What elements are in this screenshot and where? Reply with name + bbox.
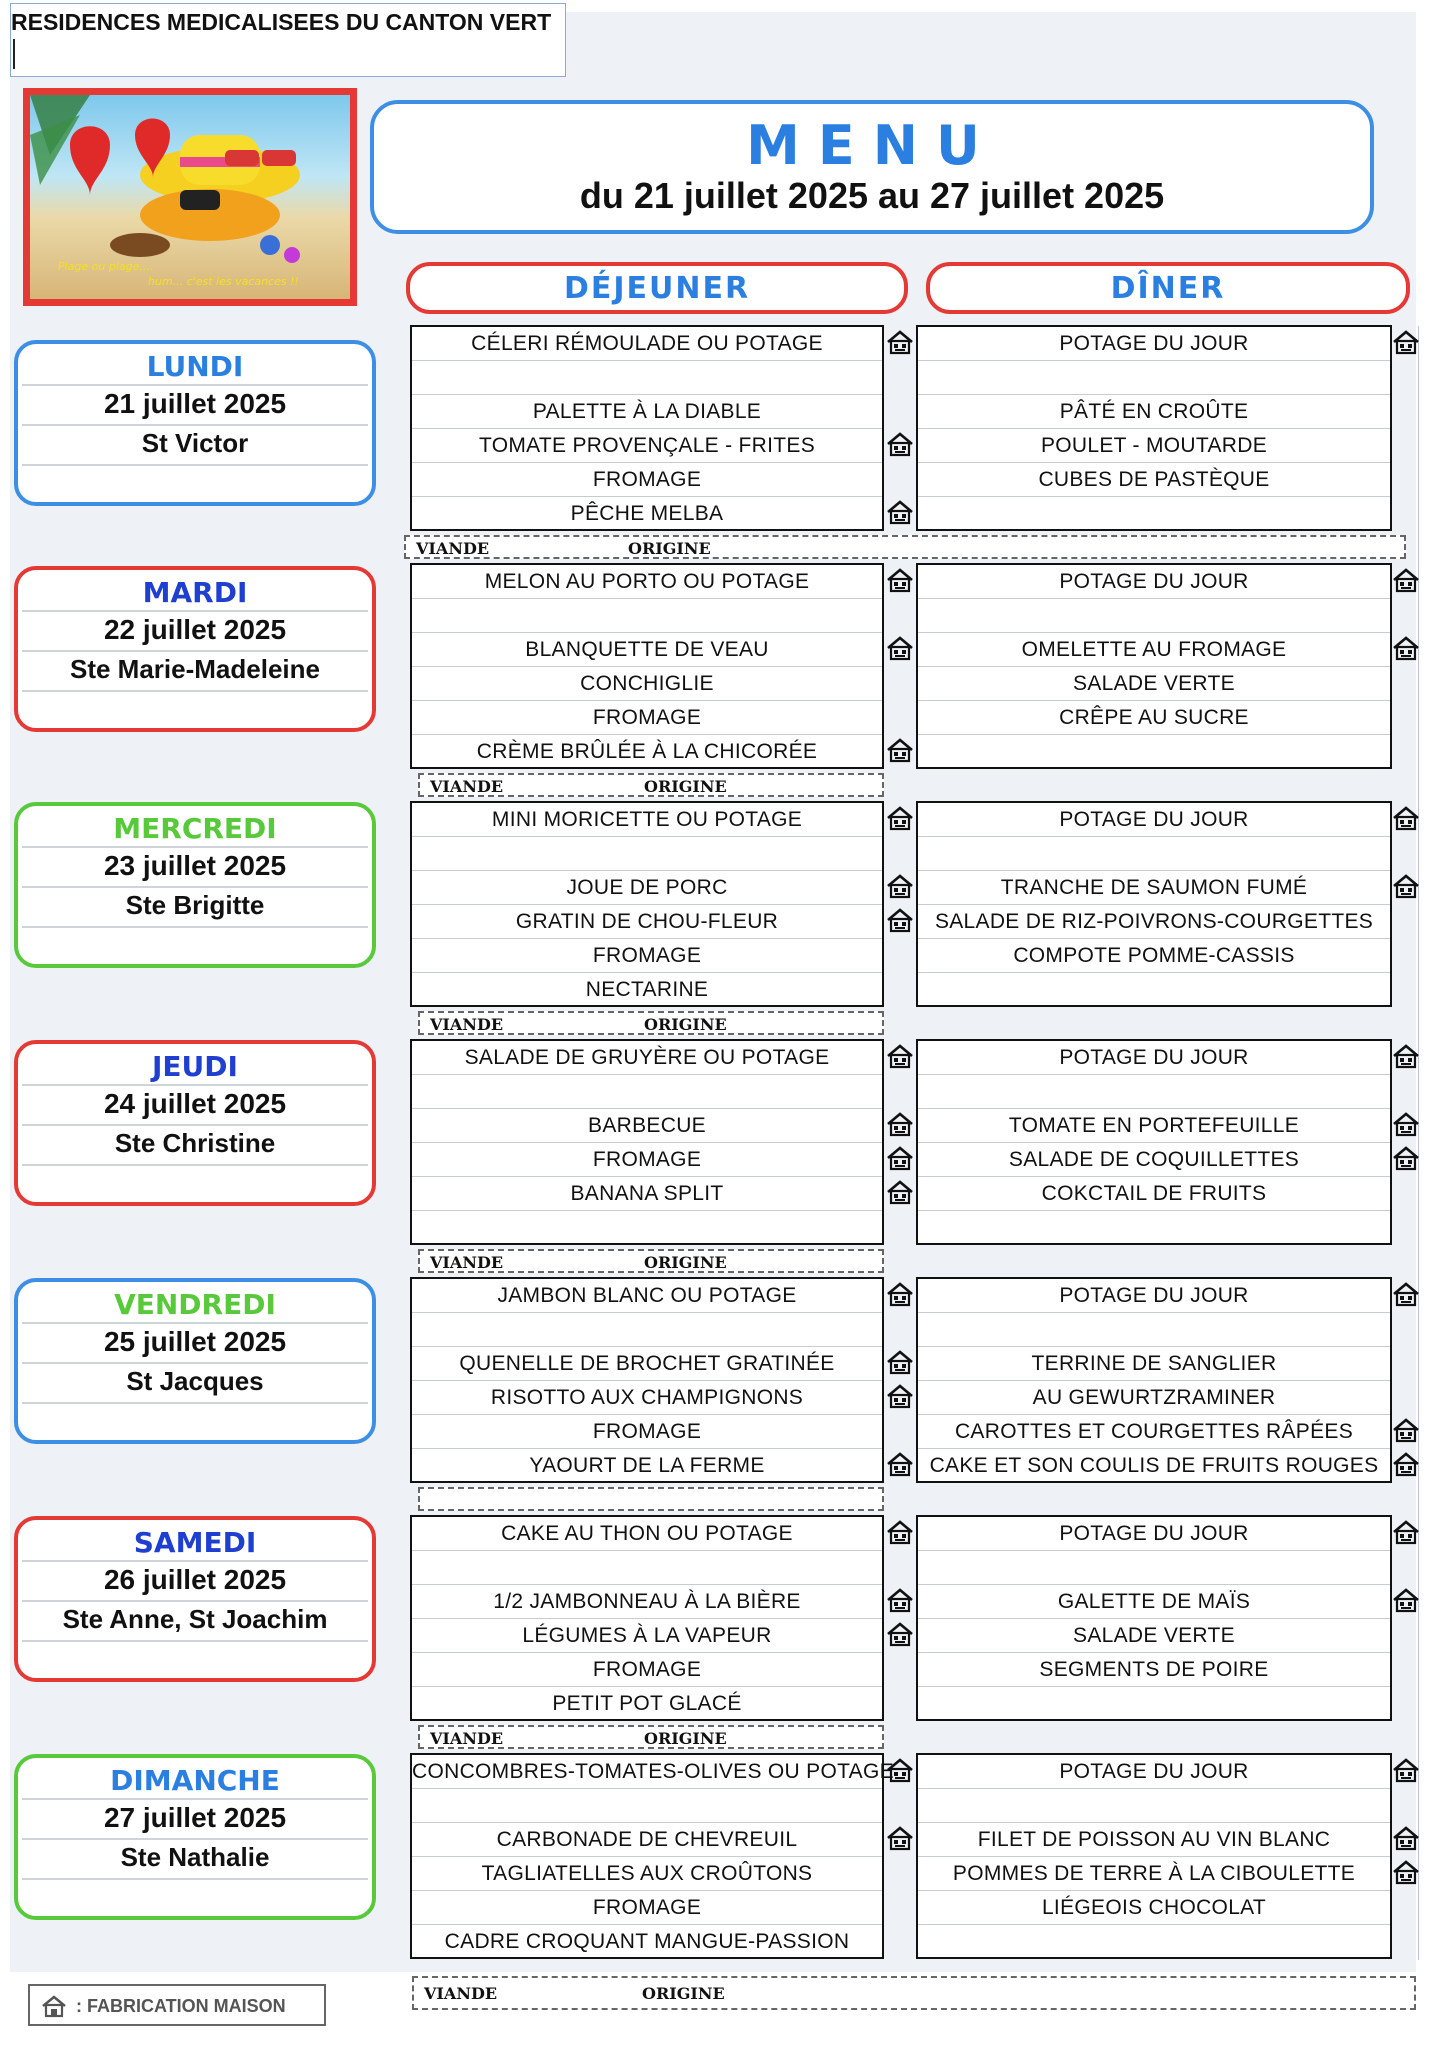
- divider: [22, 424, 368, 426]
- dinner-item[interactable]: SALADE DE RIZ-POIVRONS-COURGETTES: [934, 910, 1374, 933]
- lunch-item[interactable]: PETIT POT GLACÉ: [552, 1692, 742, 1715]
- dinner-item[interactable]: COMPOTE POMME-CASSIS: [1013, 944, 1295, 967]
- dinner-table: [916, 563, 1392, 769]
- lunch-item[interactable]: MINI MORICETTE OU POTAGE: [491, 808, 803, 831]
- row-separator: [412, 1822, 882, 1823]
- dinner-item[interactable]: CUBES DE PASTÈQUE: [1038, 468, 1270, 491]
- menu-title: MENU: [746, 114, 998, 177]
- row-separator: [918, 904, 1390, 905]
- lunch-item[interactable]: TOMATE PROVENÇALE - FRITES: [478, 434, 816, 457]
- meat-origin-strip[interactable]: [418, 773, 884, 797]
- dinner-table: [916, 1277, 1392, 1483]
- home-made-icon: [1392, 1144, 1420, 1172]
- day-date: 24 juillet 2025: [103, 1088, 287, 1119]
- lunch-item[interactable]: NECTARINE: [585, 978, 709, 1001]
- dinner-item[interactable]: FILET DE POISSON AU VIN BLANC: [977, 1828, 1331, 1851]
- home-made-icon: [1392, 1416, 1420, 1444]
- dinner-table: [916, 801, 1392, 1007]
- day-date: 23 juillet 2025: [103, 850, 287, 881]
- home-made-icon: [1392, 1858, 1420, 1886]
- viande-label: VIANDE: [416, 539, 490, 558]
- dinner-table: [916, 1039, 1392, 1245]
- row-separator: [412, 1584, 882, 1585]
- residence-title-cell[interactable]: [10, 3, 566, 77]
- row-separator: [412, 1550, 882, 1551]
- origine-label: ORIGINE: [644, 777, 727, 796]
- divider: [22, 1402, 368, 1404]
- home-made-icon: [1392, 872, 1420, 900]
- dinner-item[interactable]: SALADE DE COQUILLETTES: [1008, 1148, 1300, 1171]
- home-made-icon: [1392, 1450, 1420, 1478]
- dinner-item[interactable]: SEGMENTS DE POIRE: [1039, 1658, 1269, 1681]
- lunch-item[interactable]: FROMAGE: [592, 944, 702, 967]
- day-date: 27 juillet 2025: [103, 1802, 287, 1833]
- lunch-item[interactable]: FROMAGE: [592, 468, 702, 491]
- dinner-item[interactable]: POTAGE DU JOUR: [1059, 808, 1249, 831]
- lunch-item[interactable]: BLANQUETTE DE VEAU: [525, 638, 769, 661]
- divider: [22, 926, 368, 928]
- home-made-icon: [886, 1518, 914, 1546]
- row-separator: [412, 1108, 882, 1109]
- lunch-item[interactable]: YAOURT DE LA FERME: [529, 1454, 765, 1477]
- day-card-vendredi: [14, 1278, 376, 1444]
- home-made-icon: [1392, 634, 1420, 662]
- row-separator: [918, 1652, 1390, 1653]
- row-separator: [918, 496, 1390, 497]
- row-separator: [918, 1142, 1390, 1143]
- row-separator: [412, 734, 882, 735]
- dinner-item[interactable]: POULET - MOUTARDE: [1040, 434, 1267, 457]
- dinner-item[interactable]: POTAGE DU JOUR: [1059, 1284, 1249, 1307]
- row-separator: [412, 1448, 882, 1449]
- day-saint: Ste Anne, St Joachim: [62, 1604, 328, 1634]
- home-made-icon: [886, 1042, 914, 1070]
- lunch-table: [410, 1039, 884, 1245]
- row-separator: [918, 1618, 1390, 1619]
- day-card-mardi: [14, 566, 376, 732]
- row-separator: [412, 870, 882, 871]
- image-caption-2: hum... c'est les vacances !!: [148, 275, 299, 288]
- lunch-item[interactable]: BARBECUE: [588, 1114, 706, 1137]
- day-name: DIMANCHE: [110, 1764, 280, 1797]
- lunch-item[interactable]: JOUE DE PORC: [566, 876, 728, 899]
- row-separator: [918, 1380, 1390, 1381]
- home-made-icon: [886, 430, 914, 458]
- home-made-icon: [886, 736, 914, 764]
- dinner-item[interactable]: [918, 1789, 1390, 1823]
- home-made-icon: [886, 1178, 914, 1206]
- divider: [22, 846, 368, 848]
- divider: [22, 1084, 368, 1086]
- lunch-item[interactable]: TAGLIATELLES AUX CROÛTONS: [481, 1862, 813, 1885]
- home-made-icon: [1392, 1518, 1420, 1546]
- dinner-item[interactable]: LIÉGEOIS CHOCOLAT: [1041, 1896, 1267, 1919]
- dinner-item[interactable]: CAKE ET SON COULIS DE FRUITS ROUGES: [929, 1454, 1379, 1477]
- dinner-item[interactable]: [918, 973, 1390, 1007]
- origine-label: ORIGINE: [644, 1015, 727, 1034]
- lunch-item[interactable]: 1/2 JAMBONNEAU À LA BIÈRE: [493, 1590, 801, 1613]
- dinner-item[interactable]: [918, 1313, 1390, 1347]
- dinner-item[interactable]: POTAGE DU JOUR: [1059, 1760, 1249, 1783]
- lunch-table: [410, 325, 884, 531]
- divider: [22, 650, 368, 652]
- divider: [22, 1124, 368, 1126]
- lunch-item[interactable]: CÉLERI RÉMOULADE OU POTAGE: [471, 332, 823, 355]
- lunch-item[interactable]: CRÈME BRÛLÉE À LA CHICORÉE: [476, 740, 818, 763]
- row-separator: [918, 734, 1390, 735]
- row-separator: [918, 1856, 1390, 1857]
- row-separator: [918, 1788, 1390, 1789]
- home-made-icon: [886, 1144, 914, 1172]
- lunch-item[interactable]: BANANA SPLIT: [570, 1182, 724, 1205]
- row-separator: [918, 870, 1390, 871]
- row-separator: [918, 1448, 1390, 1449]
- home-made-icon: [1392, 1042, 1420, 1070]
- dinner-item[interactable]: AU GEWURTZRAMINER: [1032, 1386, 1276, 1409]
- lunch-item[interactable]: RISOTTO AUX CHAMPIGNONS: [490, 1386, 804, 1409]
- lunch-header: DÉJEUNER: [406, 262, 908, 314]
- home-made-icon: [1392, 328, 1420, 356]
- dinner-item[interactable]: CAROTTES ET COURGETTES RÂPÉES: [954, 1420, 1354, 1443]
- dinner-item[interactable]: POTAGE DU JOUR: [1059, 332, 1249, 355]
- row-separator: [918, 1210, 1390, 1211]
- row-separator: [918, 1924, 1390, 1925]
- home-made-icon: [886, 1280, 914, 1308]
- row-separator: [918, 1108, 1390, 1109]
- meal-block-mardi: [410, 563, 1420, 769]
- dinner-item[interactable]: POTAGE DU JOUR: [1059, 1046, 1249, 1069]
- day-saint: Ste Nathalie: [120, 1842, 270, 1872]
- lunch-item[interactable]: FROMAGE: [592, 1420, 702, 1443]
- divider: [22, 1164, 368, 1166]
- viande-label: VIANDE: [430, 1253, 504, 1272]
- dinner-item[interactable]: [918, 599, 1390, 633]
- home-made-icon: [1392, 1824, 1420, 1852]
- day-card-jeudi: [14, 1040, 376, 1206]
- dinner-table: [916, 1515, 1392, 1721]
- dinner-item[interactable]: POTAGE DU JOUR: [1059, 1522, 1249, 1545]
- row-separator: [412, 598, 882, 599]
- row-separator: [412, 1924, 882, 1925]
- divider: [22, 384, 368, 386]
- meal-block-dimanche: [410, 1753, 1420, 1959]
- lunch-item[interactable]: CONCOMBRES-TOMATES-OLIVES OU POTAGE: [412, 1760, 894, 1783]
- day-saint: St Jacques: [126, 1366, 264, 1396]
- lunch-item[interactable]: LÉGUMES À LA VAPEUR: [522, 1624, 772, 1647]
- row-separator: [918, 462, 1390, 463]
- row-separator: [918, 1550, 1390, 1551]
- row-separator: [918, 360, 1390, 361]
- divider: [22, 1560, 368, 1562]
- dinner-item[interactable]: OMELETTE AU FROMAGE: [1021, 638, 1287, 661]
- meat-origin-strip[interactable]: [418, 1249, 884, 1273]
- home-made-icon: [1392, 804, 1420, 832]
- home-made-icon: [886, 1620, 914, 1648]
- lunch-item[interactable]: [412, 599, 882, 633]
- lunch-item[interactable]: FROMAGE: [592, 1148, 702, 1171]
- row-separator: [412, 394, 882, 395]
- row-separator: [918, 1414, 1390, 1415]
- row-separator: [412, 1210, 882, 1211]
- day-date: 25 juillet 2025: [103, 1326, 287, 1357]
- row-separator: [412, 1380, 882, 1381]
- divider: [22, 690, 368, 692]
- lunch-item[interactable]: GRATIN DE CHOU-FLEUR: [515, 910, 779, 933]
- dinner-item[interactable]: GALETTE DE MAÏS: [1057, 1590, 1251, 1613]
- home-made-icon: [886, 498, 914, 526]
- home-made-icon: [886, 1586, 914, 1614]
- row-separator: [412, 700, 882, 701]
- divider: [22, 1640, 368, 1642]
- meat-origin-strip[interactable]: [418, 1011, 884, 1035]
- day-saint: St Victor: [141, 428, 249, 458]
- lunch-item[interactable]: CADRE CROQUANT MANGUE-PASSION: [444, 1930, 850, 1953]
- day-name: LUNDI: [146, 350, 244, 383]
- row-separator: [412, 1890, 882, 1891]
- dinner-item[interactable]: [918, 837, 1390, 871]
- dinner-item[interactable]: [918, 1211, 1390, 1245]
- row-separator: [918, 666, 1390, 667]
- row-separator: [412, 972, 882, 973]
- home-made-icon: [886, 328, 914, 356]
- dinner-item[interactable]: TERRINE DE SANGLIER: [1031, 1352, 1277, 1375]
- home-made-icon: [886, 634, 914, 662]
- row-separator: [412, 938, 882, 939]
- row-separator: [918, 1584, 1390, 1585]
- row-separator: [412, 836, 882, 837]
- lunch-item[interactable]: CONCHIGLIE: [580, 672, 714, 695]
- day-name: VENDREDI: [114, 1288, 276, 1321]
- viande-label: VIANDE: [430, 1729, 504, 1748]
- viande-label: VIANDE: [430, 777, 504, 796]
- row-separator: [412, 1686, 882, 1687]
- lunch-item[interactable]: [412, 1551, 882, 1585]
- home-made-icon: [886, 566, 914, 594]
- dinner-item[interactable]: [918, 1551, 1390, 1585]
- lunch-item[interactable]: [412, 361, 882, 395]
- origine-label: ORIGINE: [628, 539, 711, 558]
- day-saint: Ste Christine: [114, 1128, 276, 1158]
- origine-label: ORIGINE: [644, 1253, 727, 1272]
- lunch-item[interactable]: QUENELLE DE BROCHET GRATINÉE: [459, 1352, 835, 1375]
- home-made-icon: [40, 1992, 68, 2020]
- dinner-item[interactable]: SALADE VERTE: [1073, 672, 1235, 695]
- row-separator: [918, 700, 1390, 701]
- meat-origin-strip[interactable]: [412, 1976, 1416, 2010]
- row-separator: [412, 1346, 882, 1347]
- meal-block-samedi: [410, 1515, 1420, 1721]
- origine-label: ORIGINE: [642, 1984, 725, 2003]
- day-date: 21 juillet 2025: [103, 388, 287, 419]
- dinner-table: [916, 325, 1392, 531]
- lunch-item[interactable]: SALADE DE GRUYÈRE OU POTAGE: [464, 1046, 830, 1069]
- dinner-item[interactable]: [918, 1075, 1390, 1109]
- row-separator: [412, 1074, 882, 1075]
- lunch-item[interactable]: CAKE AU THON OU POTAGE: [501, 1522, 793, 1545]
- divider: [22, 1362, 368, 1364]
- lunch-item[interactable]: [412, 1789, 882, 1823]
- divider: [22, 610, 368, 612]
- home-made-icon: [886, 1756, 914, 1784]
- day-date: 22 juillet 2025: [103, 614, 287, 645]
- beach-illustration: [30, 95, 350, 299]
- dinner-item[interactable]: POMMES DE TERRE À LA CIBOULETTE: [952, 1862, 1356, 1885]
- day-name: SAMEDI: [133, 1526, 257, 1559]
- lunch-table: [410, 801, 884, 1007]
- lunch-item[interactable]: JAMBON BLANC OU POTAGE: [497, 1284, 797, 1307]
- lunch-table: [410, 1753, 894, 1959]
- lunch-table: [410, 1515, 884, 1721]
- meal-block-vendredi: [410, 1277, 1420, 1483]
- row-separator: [412, 1312, 882, 1313]
- dinner-item[interactable]: [918, 735, 1390, 769]
- lunch-item[interactable]: [412, 1075, 882, 1109]
- lunch-table: [410, 563, 884, 769]
- origine-label: ORIGINE: [644, 1729, 727, 1748]
- lunch-item[interactable]: FROMAGE: [592, 706, 702, 729]
- row-separator: [412, 1414, 882, 1415]
- home-made-icon: [1392, 1280, 1420, 1308]
- dinner-item[interactable]: TOMATE EN PORTEFEUILLE: [1008, 1114, 1300, 1137]
- row-separator: [412, 1652, 882, 1653]
- row-separator: [412, 1856, 882, 1857]
- home-made-icon: [886, 872, 914, 900]
- lunch-item[interactable]: [412, 1211, 882, 1245]
- meat-origin-strip[interactable]: [404, 535, 1406, 559]
- row-separator: [918, 1176, 1390, 1177]
- day-saint: Ste Brigitte: [125, 890, 265, 920]
- row-separator: [918, 836, 1390, 837]
- row-separator: [918, 1312, 1390, 1313]
- row-separator: [412, 904, 882, 905]
- meat-origin-strip[interactable]: [418, 1487, 884, 1511]
- row-separator: [412, 462, 882, 463]
- row-separator: [918, 632, 1390, 633]
- row-separator: [412, 496, 882, 497]
- lunch-item[interactable]: [412, 1313, 882, 1347]
- home-made-icon: [1392, 1756, 1420, 1784]
- home-made-icon: [1392, 1586, 1420, 1614]
- row-separator: [918, 972, 1390, 973]
- lunch-item[interactable]: CARBONADE DE CHEVREUIL: [496, 1828, 798, 1851]
- row-separator: [918, 938, 1390, 939]
- home-made-icon: [1392, 566, 1420, 594]
- home-made-icon: [886, 804, 914, 832]
- day-saint: Ste Marie-Madeleine: [70, 654, 320, 684]
- row-separator: [412, 428, 882, 429]
- menu-dates: du 21 juillet 2025 au 27 juillet 2025: [579, 175, 1165, 216]
- legend: [28, 1984, 326, 2026]
- divider: [22, 464, 368, 466]
- row-separator: [918, 1890, 1390, 1891]
- dinner-table: [916, 1753, 1392, 1959]
- dinner-item[interactable]: [918, 1925, 1390, 1959]
- row-separator: [412, 1176, 882, 1177]
- divider: [22, 886, 368, 888]
- dinner-item[interactable]: TRANCHE DE SAUMON FUMÉ: [1000, 876, 1308, 899]
- home-made-icon: [886, 1450, 914, 1478]
- row-separator: [412, 1618, 882, 1619]
- row-separator: [412, 1142, 882, 1143]
- day-date: 26 juillet 2025: [103, 1564, 287, 1595]
- viande-label: VIANDE: [430, 1015, 504, 1034]
- day-name: MARDI: [142, 576, 248, 609]
- day-card-mercredi: [14, 802, 376, 968]
- lunch-item[interactable]: PALETTE À LA DIABLE: [532, 400, 762, 423]
- divider: [22, 1878, 368, 1880]
- divider: [22, 1600, 368, 1602]
- meat-origin-strip[interactable]: [418, 1725, 884, 1749]
- day-name: JEUDI: [152, 1050, 238, 1083]
- row-separator: [918, 1822, 1390, 1823]
- lunch-item[interactable]: FROMAGE: [592, 1658, 702, 1681]
- row-separator: [918, 428, 1390, 429]
- dinner-item[interactable]: [918, 497, 1390, 531]
- dinner-item[interactable]: COKCTAIL DE FRUITS: [1041, 1182, 1267, 1205]
- text-cursor: [13, 39, 15, 69]
- day-name: MERCREDI: [113, 812, 277, 845]
- home-made-icon: [886, 1824, 914, 1852]
- lunch-item[interactable]: PÊCHE MELBA: [570, 502, 724, 525]
- row-separator: [412, 1788, 882, 1789]
- home-made-icon: [1392, 1110, 1420, 1138]
- meal-block-lundi: [410, 325, 1420, 531]
- row-separator: [918, 1686, 1390, 1687]
- dinner-item[interactable]: CRÊPE AU SUCRE: [1059, 706, 1249, 729]
- day-card-dimanche: [14, 1754, 376, 1920]
- home-made-icon: [886, 1382, 914, 1410]
- lunch-item[interactable]: [412, 837, 882, 871]
- dinner-item[interactable]: PÂTÉ EN CROÛTE: [1059, 400, 1249, 423]
- dinner-header: DÎNER: [926, 262, 1410, 314]
- row-separator: [918, 1346, 1390, 1347]
- legend-label: : FABRICATION MAISON: [76, 1996, 286, 2016]
- home-made-icon: [886, 1348, 914, 1376]
- row-separator: [412, 632, 882, 633]
- dinner-item[interactable]: [918, 361, 1390, 395]
- row-separator: [918, 598, 1390, 599]
- row-separator: [918, 394, 1390, 395]
- day-card-lundi: [14, 340, 376, 506]
- meal-block-mercredi: [410, 801, 1420, 1007]
- dinner-item[interactable]: SALADE VERTE: [1073, 1624, 1235, 1647]
- day-card-samedi: [14, 1516, 376, 1682]
- image-caption-1: Plage ou plage....: [58, 260, 154, 273]
- lunch-item[interactable]: FROMAGE: [592, 1896, 702, 1919]
- summer-beach-image: [23, 88, 357, 306]
- home-made-icon: [886, 906, 914, 934]
- meal-block-jeudi: [410, 1039, 1420, 1245]
- lunch-table: [410, 1277, 884, 1483]
- dinner-item[interactable]: POTAGE DU JOUR: [1059, 570, 1249, 593]
- row-separator: [918, 1074, 1390, 1075]
- viande-label: VIANDE: [424, 1984, 498, 2003]
- menu-title-box: [370, 100, 1374, 234]
- lunch-item[interactable]: MELON AU PORTO OU POTAGE: [484, 570, 810, 593]
- dinner-item[interactable]: [918, 1687, 1390, 1721]
- home-made-icon: [886, 1110, 914, 1138]
- divider: [22, 1798, 368, 1800]
- residence-title: RESIDENCES MEDICALISEES DU CANTON VERT: [11, 9, 552, 35]
- divider: [22, 1322, 368, 1324]
- divider: [22, 1838, 368, 1840]
- row-separator: [412, 360, 882, 361]
- row-separator: [412, 666, 882, 667]
